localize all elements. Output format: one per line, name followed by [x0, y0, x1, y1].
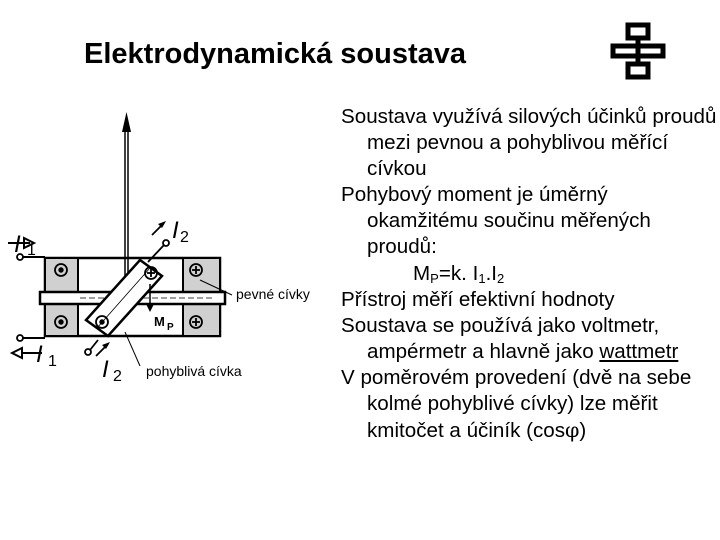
formula-m: M: [413, 261, 431, 285]
bullet-text: Soustava se používá jako voltmetr, ampérmetr a hlavně jako: [341, 313, 660, 363]
terminal-i2-top: [148, 221, 169, 262]
phi-symbol: φ: [565, 418, 580, 443]
bullet-item: [341, 313, 719, 365]
wattmetr-link[interactable]: wattmetr: [599, 339, 679, 363]
bullet-item: Přístroj měří efektivní hodnoty: [341, 287, 615, 311]
bullet-item: [341, 365, 719, 444]
label-i1-bottom-sub: 1: [48, 353, 57, 370]
label-mp-sub: P: [167, 322, 174, 333]
label-mp: M: [154, 314, 165, 329]
label-i1-top: I: [14, 231, 21, 258]
electrodynamic-diagram: [0, 100, 330, 400]
label-i1-top-sub: 1: [27, 242, 36, 259]
label-moving-coil: pohyblivá cívka: [146, 363, 242, 379]
bullet-list: [341, 104, 719, 444]
formula-eq: =k. I: [438, 261, 479, 285]
formula-i1-sub: 1: [478, 270, 486, 286]
formula-m-sub: P: [430, 270, 439, 286]
formula: [341, 261, 719, 287]
label-i2-bottom-sub: 2: [113, 368, 122, 385]
bullet-item: Soustava využívá silových účinků proudů mezi pevnou a pohyblivou měřící cívkou: [341, 105, 717, 181]
label-i1-bottom: I: [36, 341, 43, 368]
bullet-text-end: ): [579, 419, 587, 443]
terminal-i2-bottom: [85, 340, 110, 356]
slide-title: Elektrodynamická soustava: [84, 38, 467, 70]
electrodynamic-instrument-symbol-icon: [610, 22, 666, 82]
formula-dot: .I: [485, 261, 498, 285]
label-i2-top: I: [172, 217, 179, 244]
bullet-item: Pohybový moment je úměrný okamžitému součinu měřených proudů:: [341, 183, 651, 259]
label-i2-bottom: I: [102, 356, 109, 383]
bullet-text: V poměrovém provedení (dvě na sebe kolmé pohyblivé cívky) lze měřit kmitočet a účiník (cos: [341, 365, 692, 443]
formula-i2-sub: 2: [497, 270, 505, 286]
label-i2-top-sub: 2: [180, 229, 189, 246]
label-fixed-coils: pevné cívky: [236, 286, 310, 302]
